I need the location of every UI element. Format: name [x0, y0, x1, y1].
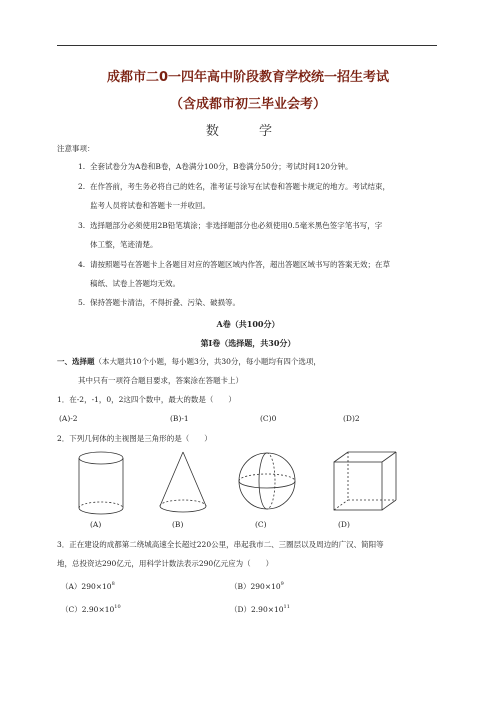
exam-subtitle: （含成都市初三毕业会考）	[169, 97, 326, 112]
cylinder-icon	[79, 452, 123, 514]
note-item: 1. 全套试卷分为A卷和B卷，A卷满分100分，B卷满分50分；考试时间120分钟。	[78, 162, 353, 171]
q2-stem: 2．下列几何体的主视图是三角形的是（ ）	[57, 434, 212, 443]
notes-heading: 注意事项：	[57, 144, 95, 153]
note-item-cont: 体工整，笔迹清楚。	[90, 240, 158, 249]
q1-option-d: (D)2	[343, 414, 360, 423]
note-item: 5. 保持答题卡清洁，不得折叠、污染、破损等。	[78, 298, 240, 307]
section-a-heading: A卷（共100分）	[216, 319, 280, 329]
sphere-icon	[239, 453, 295, 509]
q3-option-b: $(B)290\times 10^9$	[230, 581, 284, 591]
q2-option-c: (C)	[255, 520, 267, 529]
q2-figures	[0, 450, 496, 518]
header-rule	[57, 45, 437, 46]
note-item: 3. 选择题部分必须使用2B铅笔填涂；非选择题部分也必须使用0.5毫米黑色签字笔书写，字	[78, 221, 383, 230]
q2-option-d: (D)	[338, 520, 350, 529]
q2-option-a: (A)	[90, 520, 102, 529]
q1-option-c: (C)0	[260, 414, 277, 423]
part1-intro: 一、选择题（本大题共10个小题，每小题3分，共30分，每小题均有四个选项，	[57, 357, 321, 366]
note-item: 4. 请按照题号在答题卡上各题目对应的答题区域内作答，超出答题区域书写的答案无效；在草	[78, 260, 390, 269]
q3-stem: 3．正在建设的成都第二绕城高速全长超过220公里，串起我市二、三圈层以及周边的广汉、简阳等	[57, 540, 384, 549]
q1-option-a: (A)-2	[59, 414, 78, 423]
q2-option-b: (B)	[172, 520, 184, 529]
q1-option-b: (B)-1	[170, 414, 189, 423]
note-item-cont: 稿纸、试卷上答题均无效。	[90, 279, 180, 288]
q3-option-a: $(A)290\times 10^8$	[61, 581, 115, 591]
part1-intro-cont: 其中只有一项符合题目要求，答案涂在答题卡上）	[78, 376, 243, 385]
cube-icon	[334, 452, 396, 510]
exam-title: 成都市二0一四年高中阶段教育学校统一招生考试	[106, 70, 390, 85]
cone-icon	[160, 452, 206, 512]
part1-heading: 第Ⅰ卷（选择题，共30分）	[200, 338, 296, 348]
q1-stem: 1．在-2，-1，0，2这四个数中，最大的数是（ ）	[57, 395, 236, 404]
q3-option-d: $(D)2.90\times 10^{11}$	[230, 604, 290, 614]
q3-stem-cont: 地，总投资达290亿元，用科学计数法表示290亿元应为（ ）	[57, 559, 274, 568]
subject-title: 数 学	[205, 124, 291, 139]
q3-option-c: $(C)2.90\times 10^{10}$	[61, 604, 121, 614]
note-item: 2. 在作答前，考生务必将自己的姓名，准考证号涂写在试卷和答题卡规定的地方。考试结束，	[78, 182, 390, 191]
note-item-cont: 监考人员将试卷和答题卡一并收回。	[90, 201, 210, 210]
